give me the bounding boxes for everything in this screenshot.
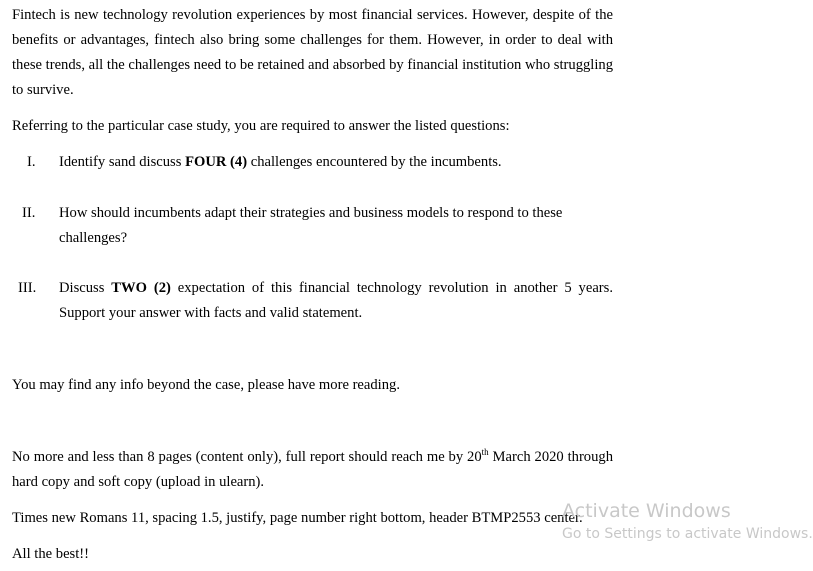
instruction-text: Referring to the particular case study, you are required to answer the listed questions: bbox=[12, 118, 510, 134]
question-text-line-2: Support your answer with facts and valid statement. bbox=[59, 305, 363, 321]
intro-line-2: benefits or advantages, fintech also bring some challenges for them. However, in order to deal with bbox=[12, 32, 613, 48]
question-number: I. bbox=[27, 154, 36, 170]
format-note: Times new Romans 11, spacing 1.5, justify, page number right bottom, header BTMP2553 center. bbox=[12, 510, 583, 526]
question-text-line-1: How should incumbents adapt their strategies and business models to respond to these bbox=[59, 205, 563, 221]
closing-text: All the best!! bbox=[12, 546, 90, 562]
activation-subtitle: Go to Settings to activate Windows. bbox=[562, 526, 813, 542]
question-text-line-1: Discuss TWO (2) expectation of this financial technology revolution in another 5 years. bbox=[59, 280, 613, 296]
question-number: III. bbox=[18, 280, 37, 296]
submission-line-1: No more and less than 8 pages (content only), full report should reach me by 20th March 2020 through bbox=[12, 447, 613, 465]
intro-line-4: to survive. bbox=[12, 82, 74, 98]
question-text: Identify sand discuss FOUR (4) challenges encountered by the incumbents. bbox=[59, 154, 502, 170]
ordinal-suffix: th bbox=[481, 447, 489, 458]
info-note: You may find any info beyond the case, please have more reading. bbox=[12, 377, 400, 393]
question-text-line-2: challenges? bbox=[59, 230, 128, 246]
intro-line-1: Fintech is new technology revolution experiences by most financial services. However, despite of the bbox=[12, 7, 613, 23]
question-emphasis: TWO (2) bbox=[111, 280, 171, 296]
activation-title: Activate Windows bbox=[562, 500, 731, 522]
intro-line-3: these trends, all the challenges need to be retained and absorbed by financial institution who struggling bbox=[12, 57, 613, 73]
submission-line-2: hard copy and soft copy (upload in ulearn). bbox=[12, 474, 265, 490]
question-emphasis: FOUR (4) bbox=[185, 154, 248, 170]
question-number: II. bbox=[22, 205, 36, 221]
